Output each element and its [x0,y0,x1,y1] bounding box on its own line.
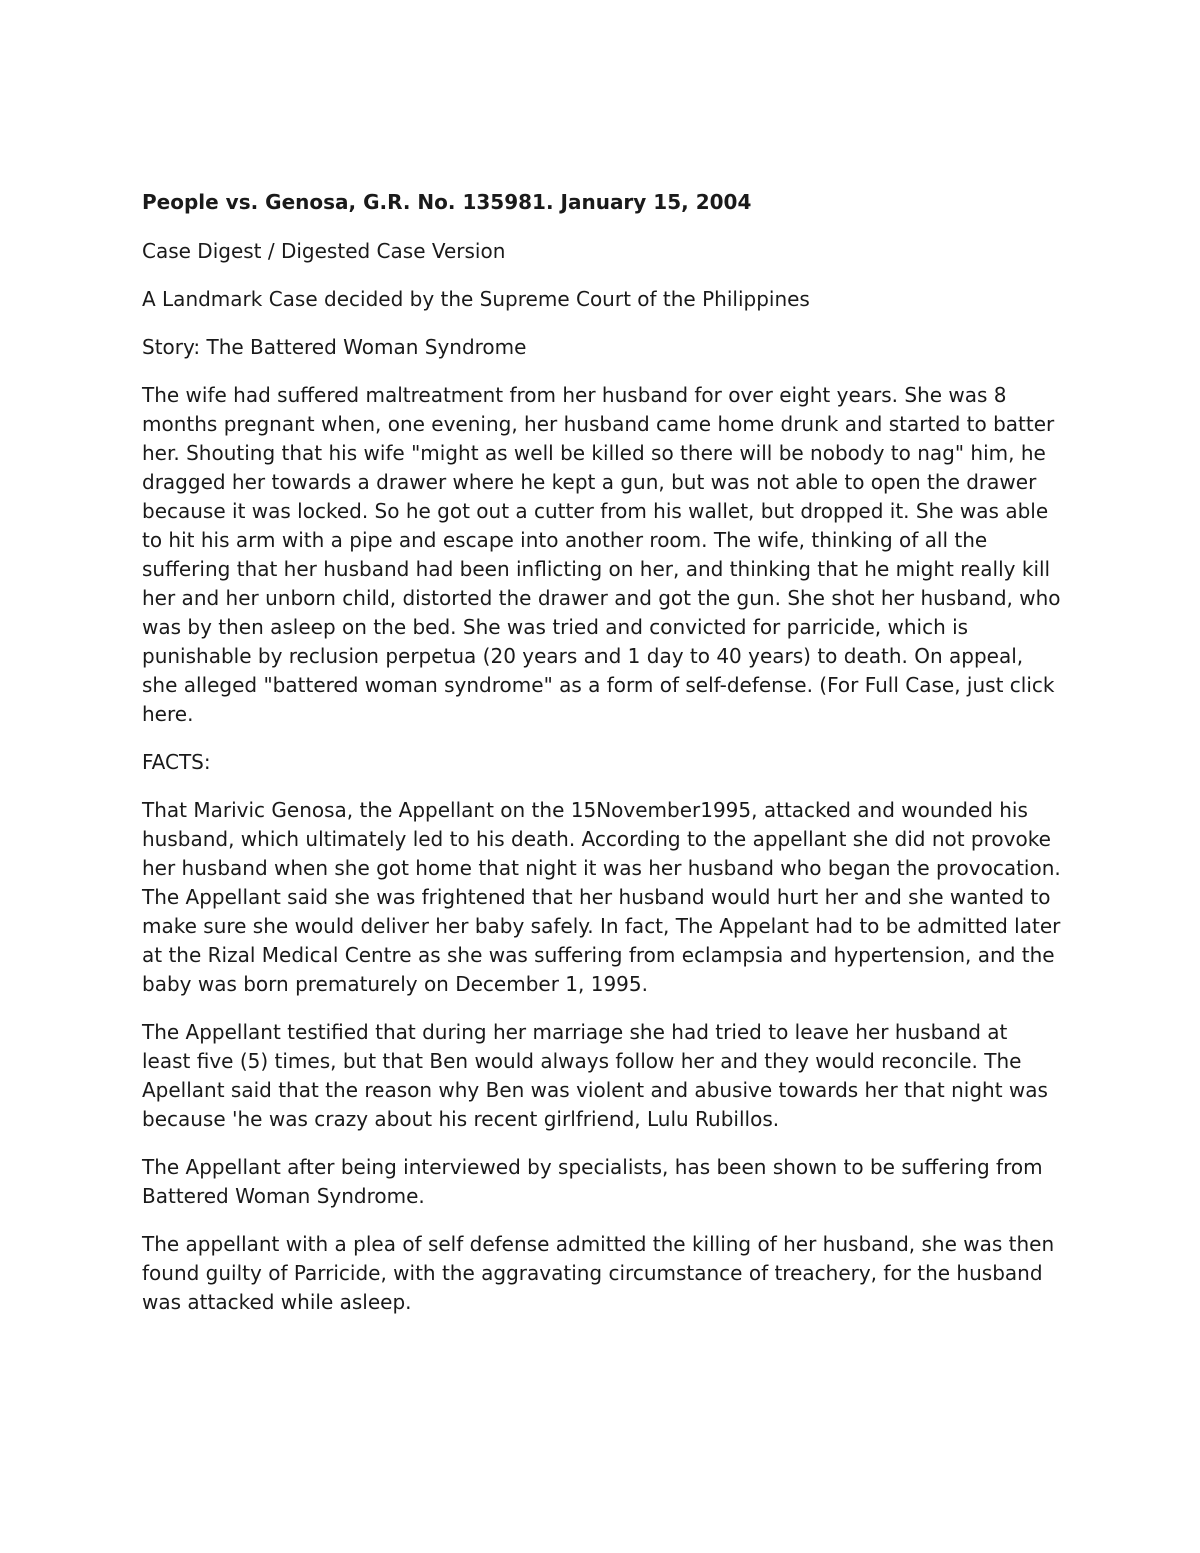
case-subtitle: Case Digest / Digested Case Version [142,239,506,263]
intro-paragraph: The wife had suffered maltreatment from her husband for over eight years. She was 8 months pregnant when, one evening, her husband came home drunk and started to batter her. Shouting that his wife "might as well be killed so there will be nobody to nag" him, he dragged her towards a drawer where he kept a gun, but was not able to open the drawer because it was locked. So he got out a cutter from his wallet, but dropped it. She was able to hit his arm with a pipe and escape into another room. The wife, thinking of all the suffering that her husband had been inflicting on her, and thinking that he might really kill her and her unborn child, distorted the drawer and got the gun. She shot her husband, who was by then asleep on the bed. She was tried and convicted for parricide, which is punishable by reclusion perpetua (20 years and 1 day to 40 years) to death. On appeal, she alleged "battered woman syndrome" as a form of self-defense. (For Full Case, just click here. [142,383,1061,726]
facts-paragraph-3: The Appellant after being interviewed by specialists, has been shown to be suffering from Battered Woman Syndrome. [142,1155,1043,1208]
facts-paragraph-1: That Marivic Genosa, the Appellant on the 15November1995, attacked and wounded his husband, which ultimately led to his death. According to the appellant she did not provoke her husband when she got home that night it was her husband who began the provocation. The Appellant said she was frightened that her husband would hurt her and she wanted to make sure she would deliver her baby safely. In fact, The Appelant had to be admitted later at the Rizal Medical Centre as she was suffering from eclampsia and hypertension, and the baby was born prematurely on December 1, 1995. [142,798,1061,996]
landmark-line: A Landmark Case decided by the Supreme Court of the Philippines [142,287,810,311]
facts-paragraph-4: The appellant with a plea of self defense admitted the killing of her husband, she was then found guilty of Parricide, with the aggravating circumstance of treachery, for the husband was attacked while asleep. [142,1232,1055,1314]
facts-heading: FACTS: [142,750,211,774]
case-title: People vs. Genosa, G.R. No. 135981. January 15, 2004 [142,190,752,214]
document-page [142,186,1062,1336]
story-line: Story: The Battered Woman Syndrome [142,335,527,359]
facts-paragraph-2: The Appellant testified that during her marriage she had tried to leave her husband at least five (5) times, but that Ben would always follow her and they would reconcile. The Apellant said that the reason why Ben was violent and abusive towards her that night was because 'he was crazy about his recent girlfriend, Lulu Rubillos. [142,1020,1048,1131]
